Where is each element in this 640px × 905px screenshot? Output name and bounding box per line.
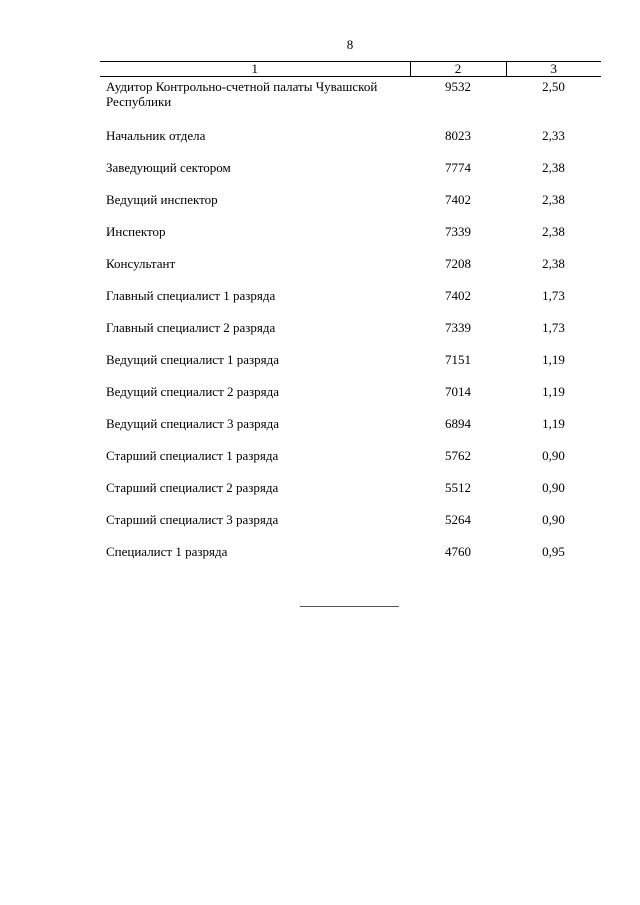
position-cell: Специалист 1 разряда <box>106 544 228 559</box>
table-header-row <box>100 62 601 77</box>
coefficient-cell: 2,38 <box>542 192 565 207</box>
coefficient-cell: 1,19 <box>542 352 565 367</box>
salary-cell: 8023 <box>445 128 471 143</box>
table-row <box>100 128 601 160</box>
page-number: 8 <box>346 37 354 52</box>
salary-cell: 5762 <box>445 448 471 463</box>
column-header-1: 1 <box>100 62 410 77</box>
salary-cell: 5512 <box>445 480 471 495</box>
salary-cell: 6894 <box>445 416 471 431</box>
table-row <box>100 77 601 129</box>
table-row <box>100 320 601 352</box>
salary-cell: 7339 <box>445 224 471 239</box>
table-row <box>100 512 601 544</box>
coefficient-cell: 0,90 <box>542 448 565 463</box>
coefficient-cell: 2,33 <box>542 128 565 143</box>
salary-cell: 4760 <box>445 544 471 559</box>
salary-cell: 7402 <box>445 288 471 303</box>
coefficient-cell: 2,50 <box>542 79 565 94</box>
table-row <box>100 352 601 384</box>
salary-cell: 7208 <box>445 256 471 271</box>
table-row <box>100 192 601 224</box>
table-row <box>100 416 601 448</box>
coefficient-cell: 2,38 <box>542 160 565 175</box>
salary-cell: 7774 <box>445 160 471 175</box>
position-cell: Начальник отдела <box>106 128 206 143</box>
position-cell: Аудитор Контрольно-счетной палаты Чувашской Республики <box>106 79 378 109</box>
salary-cell: 7339 <box>445 320 471 335</box>
table-row <box>100 160 601 192</box>
position-cell: Заведующий сектором <box>106 160 231 175</box>
table-row <box>100 384 601 416</box>
position-cell: Ведущий специалист 2 разряда <box>106 384 280 399</box>
table-row <box>100 544 601 576</box>
position-cell: Старший специалист 2 разряда <box>106 480 279 495</box>
coefficient-cell: 1,73 <box>542 288 565 303</box>
position-cell: Ведущий специалист 1 разряда <box>106 352 280 367</box>
position-cell: Ведущий специалист 3 разряда <box>106 416 280 431</box>
table-row <box>100 256 601 288</box>
table-row <box>100 480 601 512</box>
position-cell: Главный специалист 2 разряда <box>106 320 276 335</box>
position-cell: Старший специалист 1 разряда <box>106 448 279 463</box>
position-cell: Старший специалист 3 разряда <box>106 512 279 527</box>
position-cell: Главный специалист 1 разряда <box>106 288 276 303</box>
coefficient-cell: 1,19 <box>542 384 565 399</box>
salary-cell: 7402 <box>445 192 471 207</box>
table-row <box>100 288 601 320</box>
table-row <box>100 224 601 256</box>
position-cell: Ведущий инспектор <box>106 192 218 207</box>
salary-cell: 9532 <box>445 79 471 94</box>
column-header-3: 3 <box>506 62 601 77</box>
salary-cell: 7151 <box>445 352 471 367</box>
closing-divider <box>300 606 399 607</box>
coefficient-cell: 1,73 <box>542 320 565 335</box>
salary-cell: 5264 <box>445 512 471 527</box>
position-cell: Консультант <box>106 256 176 271</box>
coefficient-cell: 2,38 <box>542 256 565 271</box>
salary-cell: 7014 <box>445 384 471 399</box>
table-row <box>100 448 601 480</box>
column-header-2: 2 <box>410 62 506 77</box>
coefficient-cell: 2,38 <box>542 224 565 239</box>
coefficient-cell: 0,95 <box>542 544 565 559</box>
coefficient-cell: 1,19 <box>542 416 565 431</box>
position-cell: Инспектор <box>106 224 166 239</box>
coefficient-cell: 0,90 <box>542 480 565 495</box>
salary-table <box>100 61 601 576</box>
coefficient-cell: 0,90 <box>542 512 565 527</box>
